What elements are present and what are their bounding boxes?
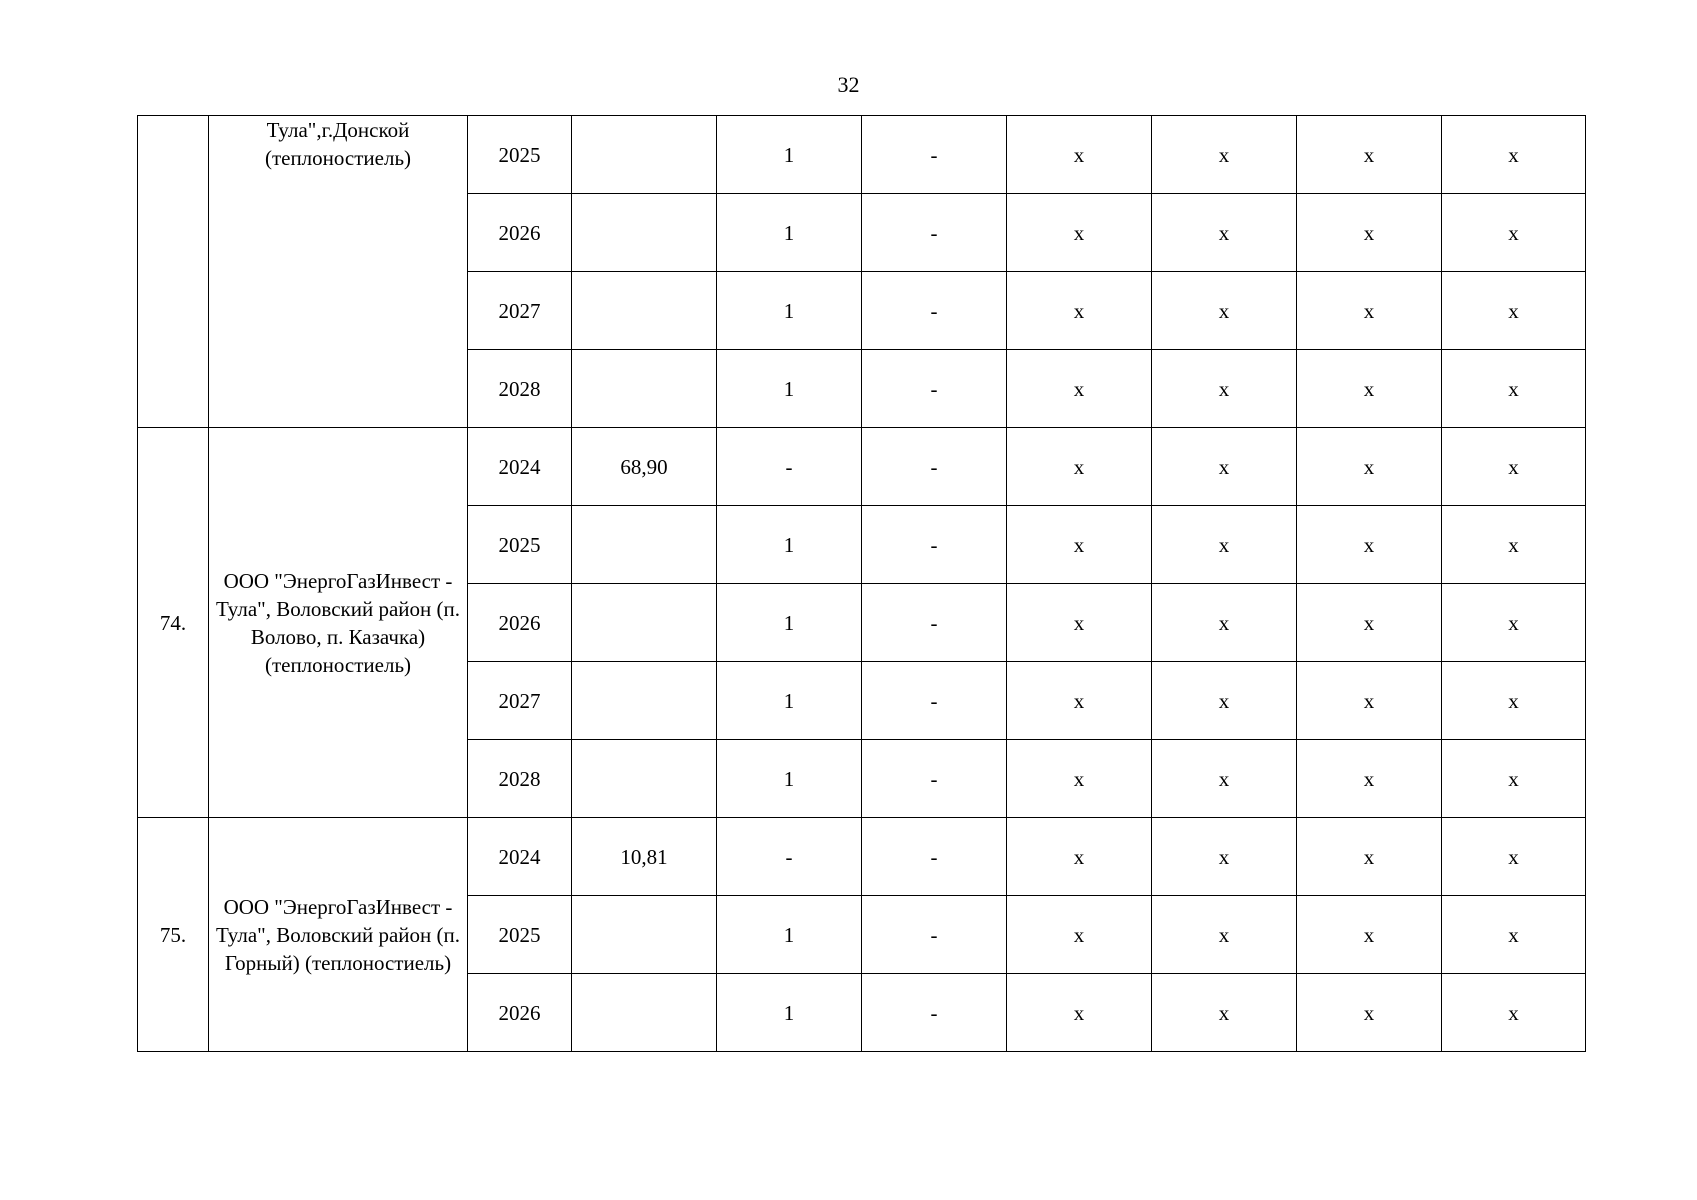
table-row xyxy=(138,116,1586,194)
year-cell: 2027 xyxy=(468,272,572,350)
x-cell: х xyxy=(1297,428,1442,506)
x-cell: х xyxy=(1007,740,1152,818)
dash-cell: - xyxy=(862,974,1007,1052)
year-cell: 2026 xyxy=(468,194,572,272)
x-cell: х xyxy=(1297,116,1442,194)
x-cell: х xyxy=(1442,350,1586,428)
dash-cell: - xyxy=(862,428,1007,506)
x-cell: х xyxy=(1007,662,1152,740)
dash-cell: - xyxy=(862,116,1007,194)
year-cell: 2027 xyxy=(468,662,572,740)
value-cell xyxy=(572,584,717,662)
x-cell: х xyxy=(1152,506,1297,584)
year-cell: 2028 xyxy=(468,350,572,428)
x-cell: х xyxy=(1442,740,1586,818)
x-cell: х xyxy=(1297,662,1442,740)
x-cell: х xyxy=(1152,662,1297,740)
x-cell: х xyxy=(1152,740,1297,818)
x-cell: х xyxy=(1297,974,1442,1052)
x-cell: х xyxy=(1297,584,1442,662)
dash-cell: - xyxy=(862,740,1007,818)
x-cell: х xyxy=(1152,194,1297,272)
indicator-cell: 1 xyxy=(717,272,862,350)
x-cell: х xyxy=(1297,818,1442,896)
x-cell: х xyxy=(1007,506,1152,584)
x-cell: х xyxy=(1442,506,1586,584)
x-cell: х xyxy=(1007,428,1152,506)
indicator-cell: 1 xyxy=(717,194,862,272)
x-cell: х xyxy=(1152,896,1297,974)
value-cell xyxy=(572,896,717,974)
year-cell: 2024 xyxy=(468,818,572,896)
x-cell: х xyxy=(1442,116,1586,194)
x-cell: х xyxy=(1442,974,1586,1052)
x-cell: х xyxy=(1442,818,1586,896)
page-number: 32 xyxy=(837,72,860,97)
value-cell xyxy=(572,272,717,350)
x-cell: х xyxy=(1152,584,1297,662)
value-cell xyxy=(572,506,717,584)
x-cell: х xyxy=(1297,194,1442,272)
x-cell: х xyxy=(1442,272,1586,350)
dash-cell: - xyxy=(862,818,1007,896)
value-cell: 10,81 xyxy=(572,818,717,896)
x-cell: х xyxy=(1442,428,1586,506)
indicator-cell: 1 xyxy=(717,584,862,662)
year-cell: 2024 xyxy=(468,428,572,506)
value-cell: 68,90 xyxy=(572,428,717,506)
year-cell: 2028 xyxy=(468,740,572,818)
table-body xyxy=(138,116,1586,1052)
dash-cell: - xyxy=(862,584,1007,662)
x-cell: х xyxy=(1152,350,1297,428)
dash-cell: - xyxy=(862,194,1007,272)
indicator-cell: - xyxy=(717,818,862,896)
value-cell xyxy=(572,662,717,740)
x-cell: х xyxy=(1297,272,1442,350)
year-cell: 2025 xyxy=(468,896,572,974)
indicator-cell: - xyxy=(717,428,862,506)
x-cell: х xyxy=(1007,194,1152,272)
x-cell: х xyxy=(1442,662,1586,740)
x-cell: х xyxy=(1152,974,1297,1052)
x-cell: х xyxy=(1442,896,1586,974)
x-cell: х xyxy=(1152,116,1297,194)
row-number xyxy=(138,116,209,428)
year-cell: 2025 xyxy=(468,506,572,584)
x-cell: х xyxy=(1007,350,1152,428)
indicator-cell: 1 xyxy=(717,116,862,194)
x-cell: х xyxy=(1007,272,1152,350)
year-cell: 2026 xyxy=(468,974,572,1052)
x-cell: х xyxy=(1152,818,1297,896)
x-cell: х xyxy=(1007,584,1152,662)
indicator-cell: 1 xyxy=(717,506,862,584)
x-cell: х xyxy=(1007,818,1152,896)
dash-cell: - xyxy=(862,662,1007,740)
value-cell xyxy=(572,116,717,194)
x-cell: х xyxy=(1297,740,1442,818)
value-cell xyxy=(572,974,717,1052)
organization-name: Тула",г.Донской (теплоностиель) xyxy=(209,116,468,428)
value-cell xyxy=(572,194,717,272)
indicator-cell: 1 xyxy=(717,974,862,1052)
indicator-cell: 1 xyxy=(717,662,862,740)
x-cell: х xyxy=(1297,350,1442,428)
x-cell: х xyxy=(1007,896,1152,974)
dash-cell: - xyxy=(862,896,1007,974)
tariff-table xyxy=(137,115,1586,1052)
dash-cell: - xyxy=(862,350,1007,428)
x-cell: х xyxy=(1007,116,1152,194)
indicator-cell: 1 xyxy=(717,740,862,818)
indicator-cell: 1 xyxy=(717,896,862,974)
table-row xyxy=(138,818,1586,896)
organization-name: ООО "ЭнергоГазИнвест - Тула", Воловский район (п. Волово, п. Казачка) (теплоностиель) xyxy=(209,428,468,818)
indicator-cell: 1 xyxy=(717,350,862,428)
row-number: 75. xyxy=(138,818,209,1052)
x-cell: х xyxy=(1442,584,1586,662)
organization-name: ООО "ЭнергоГазИнвест - Тула", Воловский район (п. Горный) (теплоностиель) xyxy=(209,818,468,1052)
x-cell: х xyxy=(1442,194,1586,272)
x-cell: х xyxy=(1152,428,1297,506)
year-cell: 2025 xyxy=(468,116,572,194)
value-cell xyxy=(572,740,717,818)
row-number: 74. xyxy=(138,428,209,818)
x-cell: х xyxy=(1007,974,1152,1052)
table-row xyxy=(138,428,1586,506)
dash-cell: - xyxy=(862,272,1007,350)
year-cell: 2026 xyxy=(468,584,572,662)
x-cell: х xyxy=(1297,506,1442,584)
dash-cell: - xyxy=(862,506,1007,584)
x-cell: х xyxy=(1152,272,1297,350)
value-cell xyxy=(572,350,717,428)
x-cell: х xyxy=(1297,896,1442,974)
